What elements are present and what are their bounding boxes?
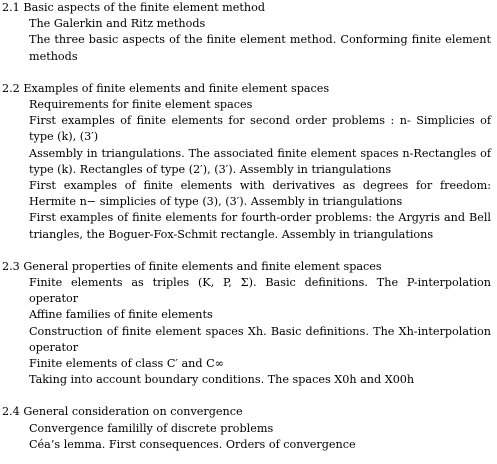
list-item: Requirements for finite element spaces	[29, 98, 253, 112]
section-title: 2.2 Examples of finite elements and finite element spaces	[2, 81, 330, 95]
list-item: First examples of finite elements for fourth-order problems: the Argyris and Bell triangles, the Boguer-Fox-Schmit rectangle. Assembly in triangulations	[29, 211, 491, 241]
list-item: Assembly in triangulations. The associated finite element spaces n-Rectangles of type (k). Rectangles of type (2′), (3′). Assembly in triangulations	[29, 146, 491, 176]
section-gap	[0, 65, 491, 81]
list-item: The three basic aspects of the finite element method. Conforming finite element methods	[29, 33, 491, 63]
section-2-4	[0, 404, 491, 453]
list-item: The Galerkin and Ritz methods	[29, 17, 206, 31]
section-gap	[0, 243, 491, 259]
list-item: Finite elements of class C′ and C∞	[29, 357, 224, 371]
list-item: Convergence famililly of discrete problems	[29, 421, 274, 435]
section-title: 2.1 Basic aspects of the finite element method	[2, 1, 265, 14]
list-item: Taking into account boundary conditions. The spaces X0h and X00h	[29, 373, 415, 387]
section-title: 2.3 General properties of finite elements and finite element spaces	[2, 259, 382, 273]
list-item: Céa’s lemma. First consequences. Orders of convergence	[29, 437, 356, 451]
list-item: First examples of finite elements for second order problems : n- Simplicies of type (k), (3′)	[29, 114, 491, 144]
section-2-1	[0, 0, 491, 65]
list-item: Finite elements as triples (K, P, Σ). Basic definitions. The P-interpolation operator	[29, 276, 491, 306]
section-2-3	[0, 259, 491, 389]
section-gap	[0, 388, 491, 404]
section-title: 2.4 General consideration on convergence	[2, 405, 243, 419]
list-item: First examples of finite elements with derivatives as degrees for freedom: Hermite n− simplicies of type (3), (3′). Assembly in triangulations	[29, 179, 491, 209]
list-item: Construction of finite element spaces Xh. Basic definitions. The Xh-interpolation operator	[29, 324, 491, 354]
section-2-2	[0, 81, 491, 243]
list-item: Affine families of finite elements	[29, 308, 213, 322]
